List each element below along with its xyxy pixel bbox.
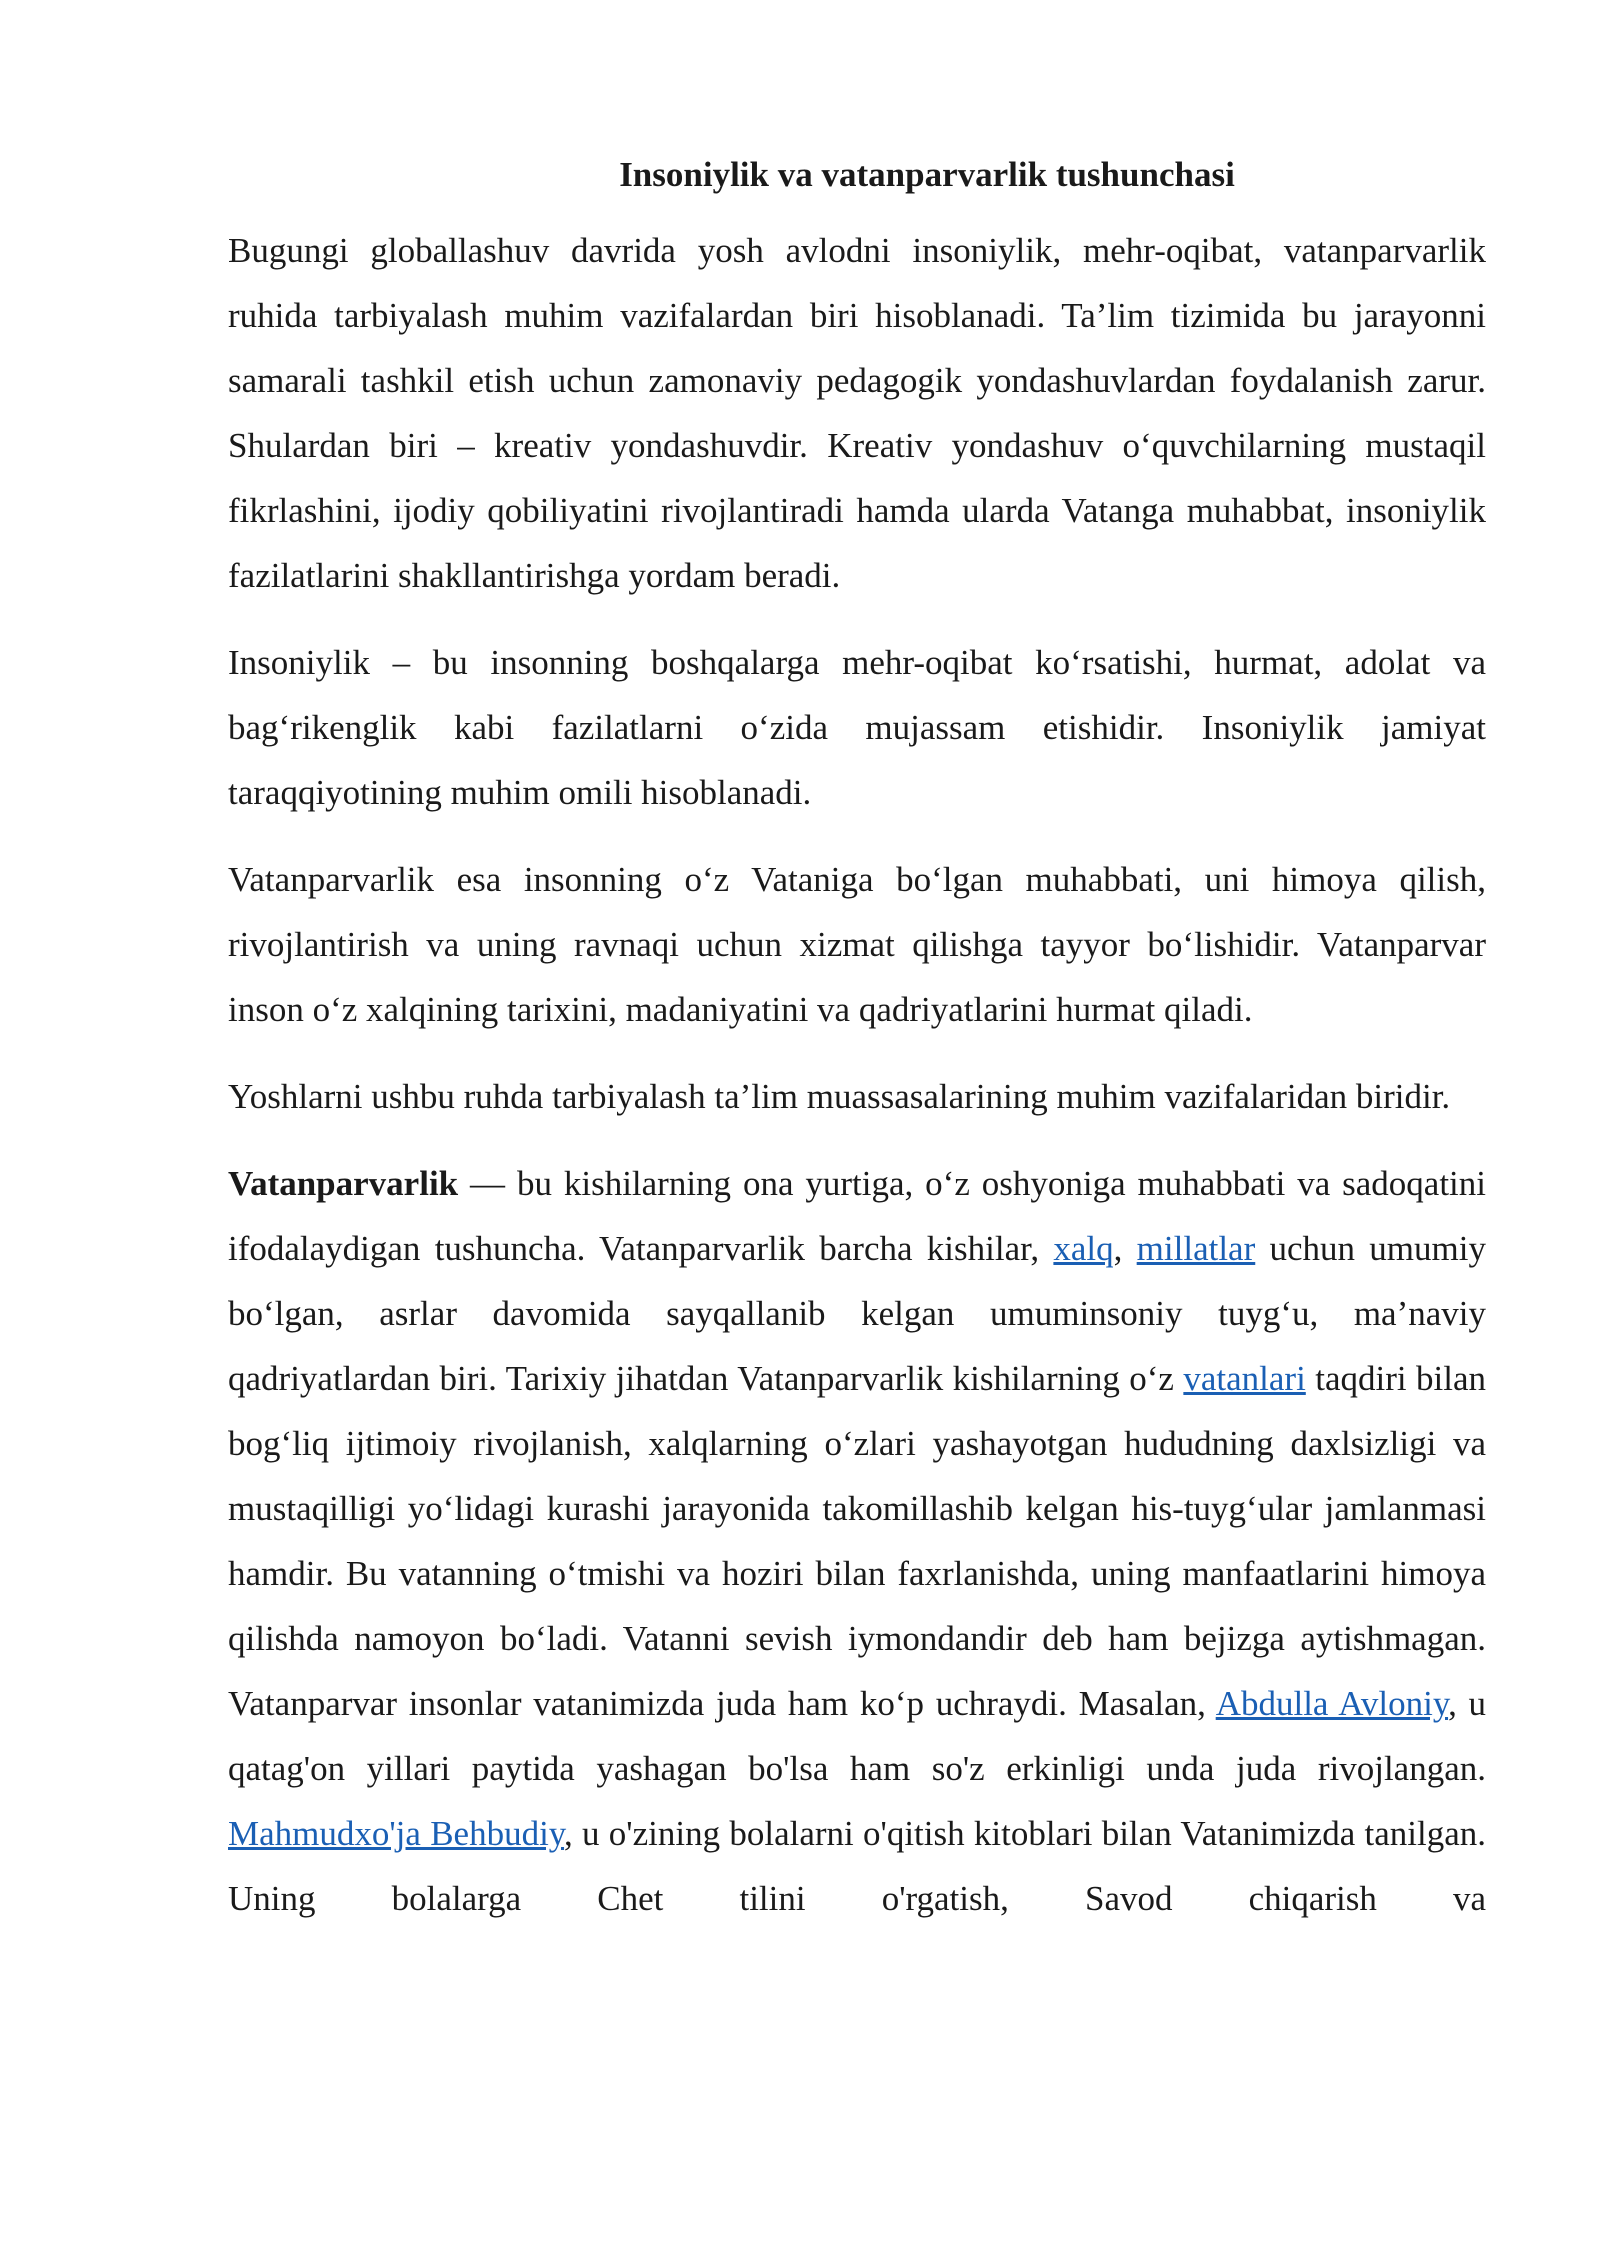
document-title: Insoniylik va vatanparvarlik tushunchasi — [619, 155, 1235, 194]
paragraph-intro: Bugungi globallashuv davrida yosh avlodni insoniylik, mehr-oqibat, vatanparvarlik ruhida tarbiyalash muhim vazifalardan biri hisoblanadi. Ta’lim tizimida bu jarayonni samarali tashkil etish uchun zamonaviy pedagogik yondashuvlardan foydalanish zarur. Shulardan biri – kreativ yondashuvdir. Kreativ yondashuv o‘quvchilarning mustaqil fikrlashini, ijodiy qobiliyatini rivojlantiradi hamda ularda Vatanga muhabbat, insoniylik fazilatlarini shakllantirishga yordam beradi. — [228, 231, 1486, 595]
link-vatanlari[interactable]: vatanlari — [1183, 1359, 1306, 1398]
paragraph-vatanparvarlik-definition — [228, 1151, 1486, 1931]
paragraph-insoniylik: Insoniylik – bu insonning boshqalarga mehr-oqibat ko‘rsatishi, hurmat, adolat va bag‘rikenglik kabi fazilatlarni o‘zida mujassam etishidir. Insoniylik jamiyat taraqqiyotining muhim omili hisoblanadi. — [228, 643, 1486, 812]
text-segment: , u o'zining bolalarni o'qitish kitoblari bilan Vatanimizda tanilgan. Uning bolalarga Chet tilini o'rgatish, Savod chiqarish va — [228, 1814, 1486, 1918]
term-vatanparvarlik: Vatanparvarlik — [228, 1164, 459, 1203]
paragraph-vatanparvarlik: Vatanparvarlik esa insonning o‘z Vataniga bo‘lgan muhabbati, uni himoya qilish, rivojlantirish va uning ravnaqi uchun xizmat qilishga tayyor bo‘lishidir. Vatanparvar inson o‘z xalqining tarixini, madaniyatini va qadriyatlarini hurmat qiladi. — [228, 860, 1486, 1029]
link-abdulla-avloniy[interactable]: Abdulla Avloniy — [1215, 1684, 1449, 1723]
link-xalq[interactable]: xalq — [1053, 1229, 1114, 1268]
text-segment: — bu kishilarning ona yurtiga, o‘z oshyoniga muhabbati va sadoqatini ifodalaydigan tushuncha. Vatanparvarlik barcha kishilar, — [228, 1164, 1486, 1268]
text-segment: uchun umumiy bo‘lgan, asrlar davomida sayqallanib kelgan umuminsoniy tuyg‘u, ma’naviy qadriyatlardan biri. Tarixiy jihatdan Vatanparvarlik kishilarning o‘z — [228, 1229, 1486, 1398]
text-segment: , u qatag'on yillari paytida yashagan bo'lsa ham so'z erkinligi unda juda rivojlangan. — [228, 1684, 1487, 1788]
paragraph-yoshlar: Yoshlarni ushbu ruhda tarbiyalash ta’lim muassasalarining muhim vazifalaridan biridir. — [228, 1077, 1451, 1116]
text-segment: , — [1113, 1229, 1137, 1268]
link-millatlar[interactable]: millatlar — [1136, 1229, 1256, 1268]
text-segment: taqdiri bilan bog‘liq ijtimoiy rivojlanish, xalqlarning o‘zlari yashayotgan hududning daxlsizligi va mustaqilligi yo‘lidagi kurashi jarayonida takomillashib kelgan his-tuyg‘ular jamlanmasi hamdir. Bu vatanning o‘tmishi va hoziri bilan faxrlanishda, uning manfaatlarini himoya qilishda namoyon bo‘ladi. Vatanni sevish iymondandir deb ham bejizga aytishmagan. Vatanparvar insonlar vatanimizda juda ham ko‘p uchraydi. Masalan, — [228, 1359, 1486, 1723]
link-mahmudxoja-behbudiy[interactable]: Mahmudxo'ja Behbudiy — [228, 1814, 565, 1853]
